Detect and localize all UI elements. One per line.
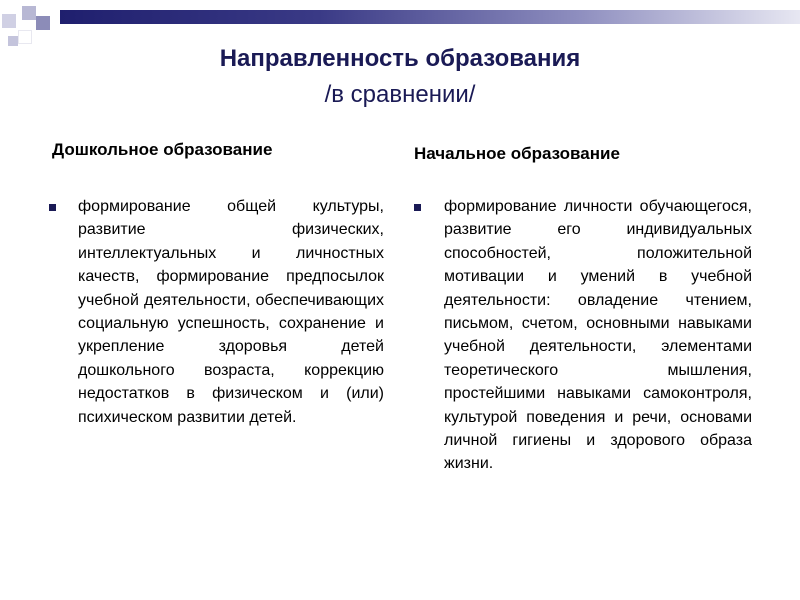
decor-square — [18, 30, 32, 44]
decor-square — [22, 6, 36, 20]
preschool-text: формирование общей культуры, развитие физических, интеллектуальных и личностных качеств, формирование предпосылок учебной деятельности, обеспечивающих социальную успешность, сохранение и укрепление здоровья детей дошкольного возраста, коррекцию недостатков в физическом и (или) психическом развитии детей. — [78, 198, 384, 426]
slide-title: Направленность образования — [219, 45, 581, 72]
header-gradient-bar — [60, 10, 800, 24]
decor-square — [36, 16, 50, 30]
bullet-icon — [49, 204, 56, 211]
primary-heading: Начальное образование — [414, 144, 620, 163]
decor-square — [2, 14, 16, 28]
primary-text: формирование личности обучающегося, развитие его индивидуальных способностей, положительной мотивации и умений в учебной деятельности: овладение чтением, письмом, счетом, основными навыками учебной деятельности, элементами теоретического мышления, простейшими навыками самоконтроля, культурой поведения и речи, основами личной гигиены и здорового образа жизни. — [444, 198, 752, 473]
preschool-heading: Дошкольное образование — [52, 140, 273, 159]
bullet-icon — [414, 204, 421, 211]
slide-subtitle: /в сравнении/ — [324, 81, 476, 108]
